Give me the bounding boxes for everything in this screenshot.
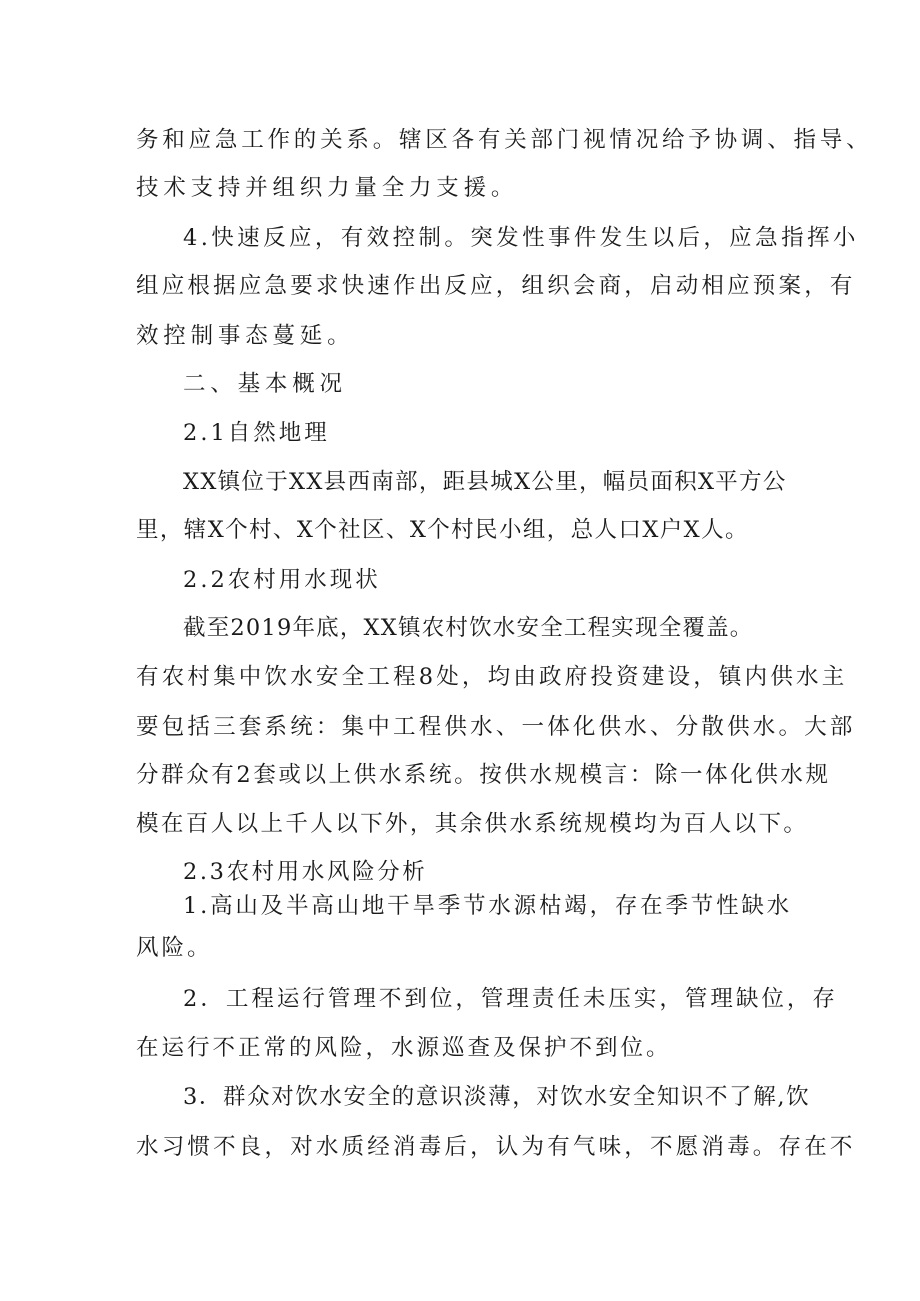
- paragraph-line: 2．工程运行管理不到位，管理责任未压实，管理缺位，存: [183, 986, 838, 1012]
- paragraph-line: 水习惯不良，对水质经消毒后，认为有气味，不愿消毒。存在不: [136, 1134, 856, 1160]
- paragraph-line: 4.快速反应，有效控制。突发性事件发生以后，应急指挥小: [183, 225, 859, 251]
- paragraph-line: 风险。: [136, 935, 213, 961]
- paragraph-line: 效控制事态蔓延。: [136, 323, 355, 349]
- paragraph-line: 要包括三套系统：集中工程供水、一体化供水、分散供水。大部: [136, 714, 856, 740]
- subsection-heading: 2.3农村用水风险分析: [183, 859, 428, 885]
- subsection-heading: 2.1自然地理: [183, 420, 330, 446]
- paragraph-line: 在运行不正常的风险，水源巡查及保护不到位。: [136, 1035, 672, 1061]
- paragraph-line: 里，辖X个村、X个社区、X个村民小组，总人口X户X人。: [136, 517, 749, 543]
- paragraph-line: 分群众有2套或以上供水系统。按供水规模言：除一体化供水规: [136, 762, 831, 788]
- paragraph-line: 务和应急工作的关系。辖区各有关部门视情况给予协调、指导、: [136, 127, 873, 153]
- paragraph-line: 技术支持并组织力量全力支援。: [136, 175, 519, 201]
- paragraph-line: 有农村集中饮水安全工程8处，均由政府投资建设，镇内供水主: [136, 664, 848, 690]
- paragraph-line: 组应根据应急要求快速作出反应，组织会商，启动相应预案，有: [136, 273, 856, 299]
- paragraph-line: 1.高山及半高山地干旱季节水源枯竭，存在季节性缺水: [183, 893, 792, 919]
- paragraph-line: XX镇位于XX县西南部，距县城X公里，幅员面积X平方公: [183, 469, 787, 495]
- paragraph-line: 模在百人以上千人以下外，其余供水系统规模均为百人以下。: [136, 811, 809, 837]
- subsection-heading: 2.2农村用水现状: [183, 567, 381, 593]
- paragraph-line: 截至2019年底，XX镇农村饮水安全工程实现全覆盖。: [183, 615, 754, 641]
- paragraph-line: 3．群众对饮水安全的意识淡薄，对饮水安全知识不了解,饮: [183, 1084, 811, 1110]
- section-heading: 二、基本概况: [183, 371, 347, 397]
